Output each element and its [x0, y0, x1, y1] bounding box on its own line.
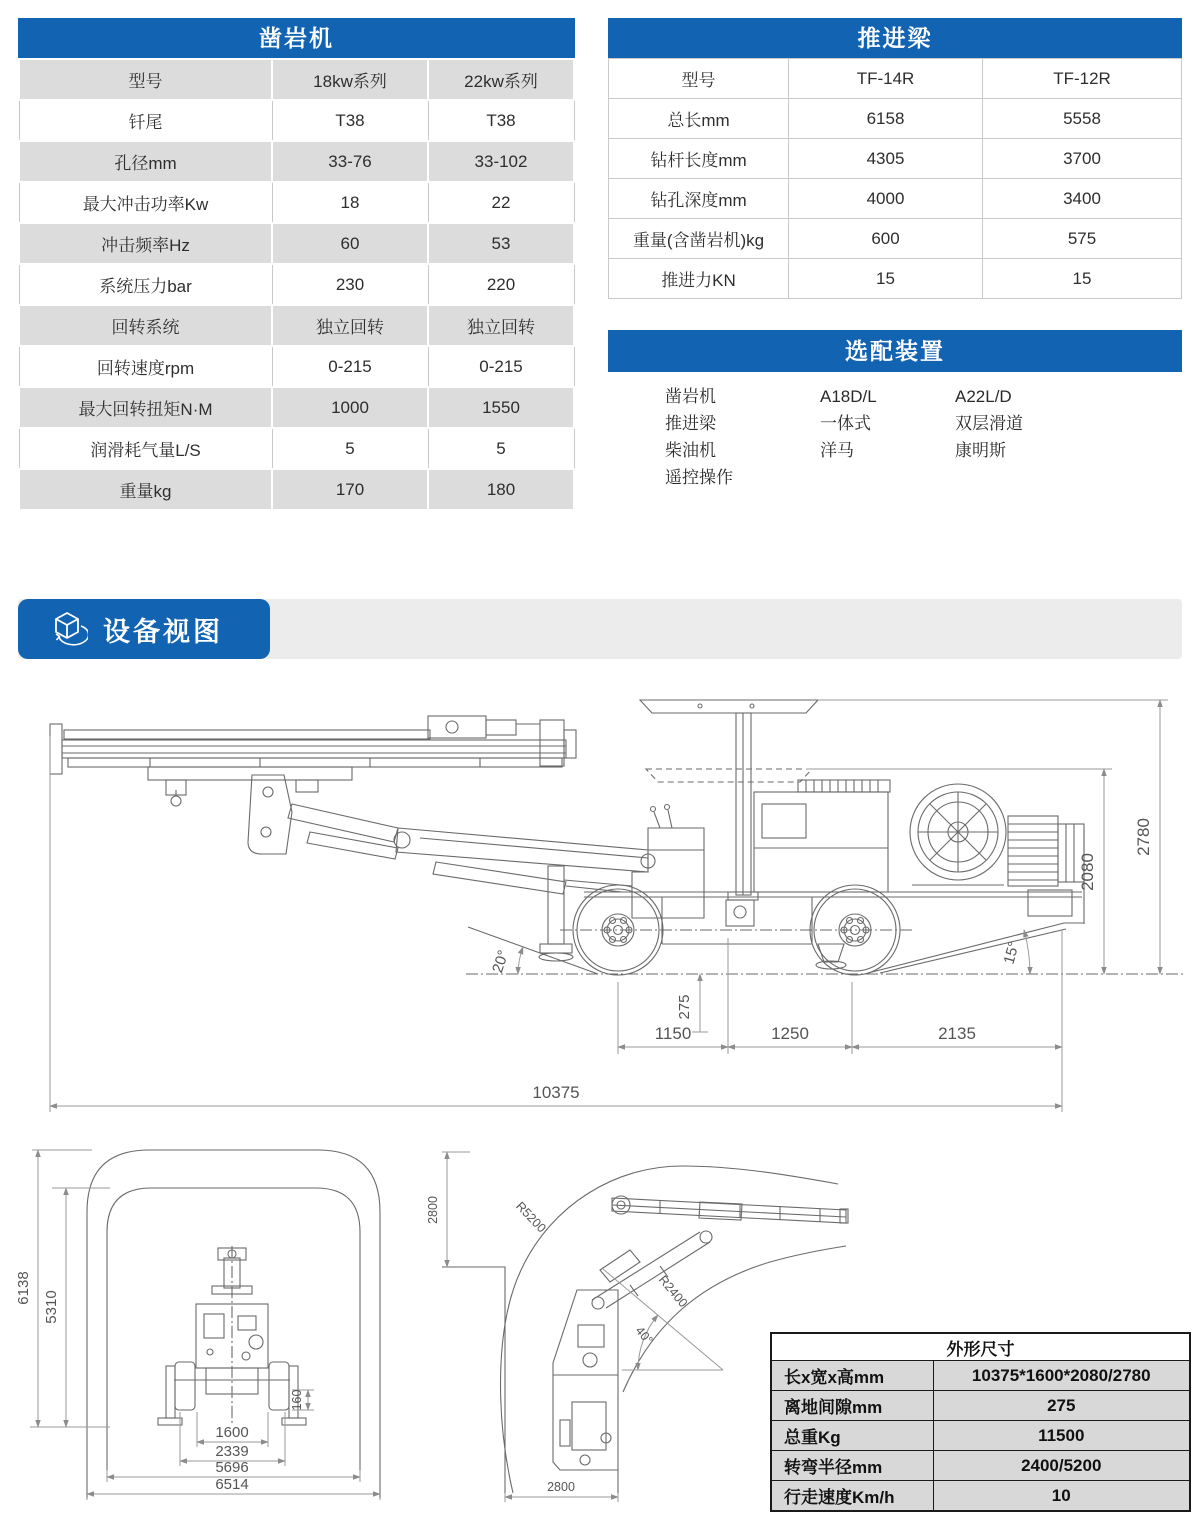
dim-label: 15°	[1000, 939, 1023, 966]
dim-label: 2080	[1078, 853, 1097, 891]
overall-dimensions-table	[770, 1332, 1191, 1512]
table-row: 回转系统 独立回转 独立回转	[19, 305, 574, 346]
overall-dimensions-title: 外形尺寸	[771, 1333, 1190, 1361]
table-row: 总重Kg 11500	[771, 1421, 1190, 1451]
dim-label: 2339	[215, 1443, 249, 1460]
table-row: 推进力KN 15 15	[609, 259, 1182, 299]
side-view-drawing	[0, 680, 1200, 1120]
dim-label: 5696	[215, 1459, 249, 1476]
dim-label: 6138	[15, 1271, 32, 1305]
dim-label: R2400	[655, 1272, 691, 1311]
table-row: 型号 18kw系列 22kw系列	[19, 59, 574, 100]
table-row: 回转速度rpm 0-215 0-215	[19, 346, 574, 387]
dim-label: 40°	[632, 1323, 656, 1348]
feed-beam-table-title: 推进梁	[608, 18, 1182, 58]
side-view-dimensions	[50, 700, 1168, 1112]
dim-label: 10375	[532, 1083, 580, 1102]
table-row: 润滑耗气量L/S 5 5	[19, 428, 574, 469]
table-row: 重量kg 170 180	[19, 469, 574, 510]
table-row: 行走速度Km/h 10	[771, 1481, 1190, 1512]
dim-label: 2800	[426, 1196, 440, 1224]
section-header-bar	[18, 599, 1182, 659]
front-view-dimensions	[30, 1150, 380, 1500]
list-item: 推进梁 一体式 双层滑道	[665, 414, 1023, 433]
table-row: 重量(含凿岩机)kg 600 575	[609, 219, 1182, 259]
front-view-dim-labels	[15, 1271, 304, 1493]
rock-drill-spec-table	[18, 58, 575, 511]
table-row: 钎尾 T38 T38	[19, 100, 574, 141]
list-item: 凿岩机 A18D/L A22L/D	[665, 387, 1012, 406]
dim-label: 6514	[215, 1476, 249, 1493]
table-row: 最大回转扭矩N·M 1000 1550	[19, 387, 574, 428]
rock-drill-table	[18, 18, 575, 511]
table-row: 钻孔深度mm 4000 3400	[609, 179, 1182, 219]
feed-beam-spec-table	[608, 58, 1182, 299]
3d-cube-icon	[46, 606, 88, 653]
section-title: 设备视图	[103, 616, 223, 647]
turning-view-dim-labels	[426, 1196, 690, 1494]
dim-label: 1250	[771, 1024, 809, 1043]
dim-label: 1150	[654, 1024, 692, 1043]
dim-label: 2780	[1134, 818, 1153, 856]
table-row: 系统压力bar 230 220	[19, 264, 574, 305]
dim-label: 5310	[43, 1290, 60, 1324]
table-row: 孔径mm 33-76 33-102	[19, 141, 574, 182]
machine-side-view	[50, 700, 1186, 975]
dim-label: R5200	[513, 1199, 549, 1236]
table-row: 型号 TF-14R TF-12R	[609, 59, 1182, 99]
table-row: 最大冲击功率Kw 18 22	[19, 182, 574, 223]
dim-label: 1600	[215, 1424, 249, 1441]
overall-dimensions-spec-table	[770, 1332, 1191, 1512]
table-row	[771, 1333, 1190, 1361]
dim-label: 275	[676, 994, 693, 1020]
dim-label: 20°	[489, 948, 513, 976]
list-item: 柴油机 洋马 康明斯	[665, 441, 1006, 460]
dim-label: 160	[290, 1389, 304, 1411]
rock-drill-table-title: 凿岩机	[18, 18, 575, 58]
table-row: 离地间隙mm 275	[771, 1391, 1190, 1421]
optional-equipment-title: 选配装置	[608, 330, 1182, 372]
optional-equipment-list	[608, 372, 1182, 491]
table-row: 钻杆长度mm 4305 3700	[609, 139, 1182, 179]
feed-beam-table	[608, 18, 1182, 299]
list-item: 遥控操作	[665, 468, 733, 487]
dim-label: 2800	[547, 1480, 575, 1494]
optional-equipment-section	[608, 330, 1182, 491]
section-header-tab	[18, 599, 270, 659]
table-row: 长x宽x高mm 10375*1600*2080/2780	[771, 1361, 1190, 1391]
table-row: 转弯半径mm 2400/5200	[771, 1451, 1190, 1481]
table-row: 总长mm 6158 5558	[609, 99, 1182, 139]
dim-label: 2135	[938, 1024, 976, 1043]
table-row: 冲击频率Hz 60 53	[19, 223, 574, 264]
